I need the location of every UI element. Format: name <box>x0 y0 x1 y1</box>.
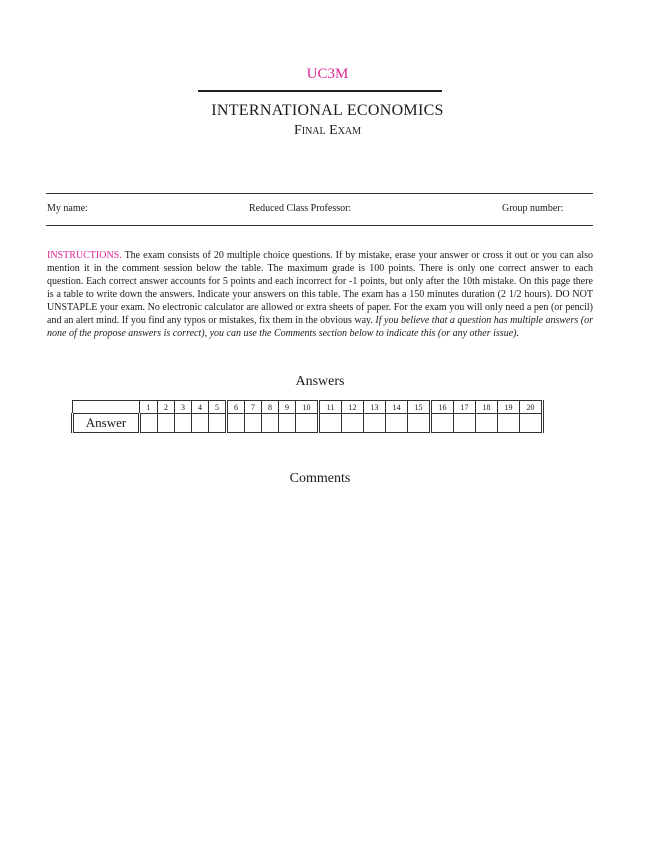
question-number: 12 <box>342 401 364 414</box>
instructions-label: INSTRUCTIONS. <box>47 250 122 261</box>
question-number: 2 <box>158 401 175 414</box>
instructions-body: The exam consists of 20 multiple choice questions. If by mistake, erase your answer or cross it out or you can also mention it in the comment session below the table. The maximum grade is 100 points. There is only one correct answer to each question. Each correct answer accounts for 5 points and each incorrect for -1 points, but only after the 10th mistake. On this page there is a table to write down the answers. Indicate your answers on this table. The exam has a 150 minutes duration (2 1/2 hours). DO NOT UNSTAPLE your exam. No electronic calculator are allowed or extra sheets of paper. For the exam you will only need a pen (or pencil) and an alert mind. If you find any typos or mistakes, fix them in the obvious way. <box>47 250 593 326</box>
question-number: 19 <box>498 401 520 414</box>
fields-bottom-rule <box>46 225 593 226</box>
answer-cell[interactable] <box>296 414 319 433</box>
question-number: 14 <box>386 401 408 414</box>
question-number: 10 <box>296 401 319 414</box>
question-number: 17 <box>454 401 476 414</box>
answer-cell[interactable] <box>279 414 296 433</box>
answer-cell[interactable] <box>498 414 520 433</box>
answer-cell[interactable] <box>262 414 279 433</box>
answer-cell[interactable] <box>192 414 209 433</box>
question-number: 9 <box>279 401 296 414</box>
instructions-note: If you believe that a question has multiple answers (or none of the propose answers is correct), you can use the Comments section below to indicate this (or any other issue). <box>47 315 593 339</box>
answer-row-label: Answer <box>73 414 140 433</box>
question-number: 5 <box>209 401 227 414</box>
question-number: 18 <box>476 401 498 414</box>
table-corner-cell <box>73 401 140 414</box>
course-title: INTERNATIONAL ECONOMICS <box>211 102 444 119</box>
answer-table <box>71 400 544 433</box>
question-number: 11 <box>319 401 342 414</box>
answer-cell[interactable] <box>431 414 454 433</box>
answer-cell[interactable] <box>408 414 431 433</box>
question-number: 8 <box>262 401 279 414</box>
answer-cell[interactable] <box>158 414 175 433</box>
question-number: 13 <box>364 401 386 414</box>
question-number: 4 <box>192 401 209 414</box>
answer-cell[interactable] <box>227 414 245 433</box>
answer-row <box>73 414 543 433</box>
answer-cell[interactable] <box>319 414 342 433</box>
instructions-paragraph <box>47 249 593 340</box>
answer-cell[interactable] <box>245 414 262 433</box>
question-number: 7 <box>245 401 262 414</box>
name-field-label: My name: <box>47 203 88 214</box>
answer-cell[interactable] <box>342 414 364 433</box>
answer-cell[interactable] <box>209 414 227 433</box>
question-number-row <box>73 401 543 414</box>
title-divider <box>198 90 442 92</box>
question-number: 15 <box>408 401 431 414</box>
comments-heading: Comments <box>289 471 351 486</box>
question-number: 20 <box>520 401 543 414</box>
answer-cell[interactable] <box>386 414 408 433</box>
question-number: 1 <box>140 401 158 414</box>
answers-heading: Answers <box>295 374 345 389</box>
exam-title: Final Exam <box>293 123 362 138</box>
answer-cell[interactable] <box>364 414 386 433</box>
answer-cell[interactable] <box>454 414 476 433</box>
question-number: 16 <box>431 401 454 414</box>
group-field-label: Group number: <box>502 203 564 214</box>
answer-cell[interactable] <box>520 414 543 433</box>
answer-cell[interactable] <box>140 414 158 433</box>
university-name: UC3M <box>306 66 349 82</box>
answer-cell[interactable] <box>175 414 192 433</box>
question-number: 3 <box>175 401 192 414</box>
answer-cell[interactable] <box>476 414 498 433</box>
question-number: 6 <box>227 401 245 414</box>
professor-field-label: Reduced Class Professor: <box>249 203 352 214</box>
fields-top-rule <box>46 193 593 194</box>
